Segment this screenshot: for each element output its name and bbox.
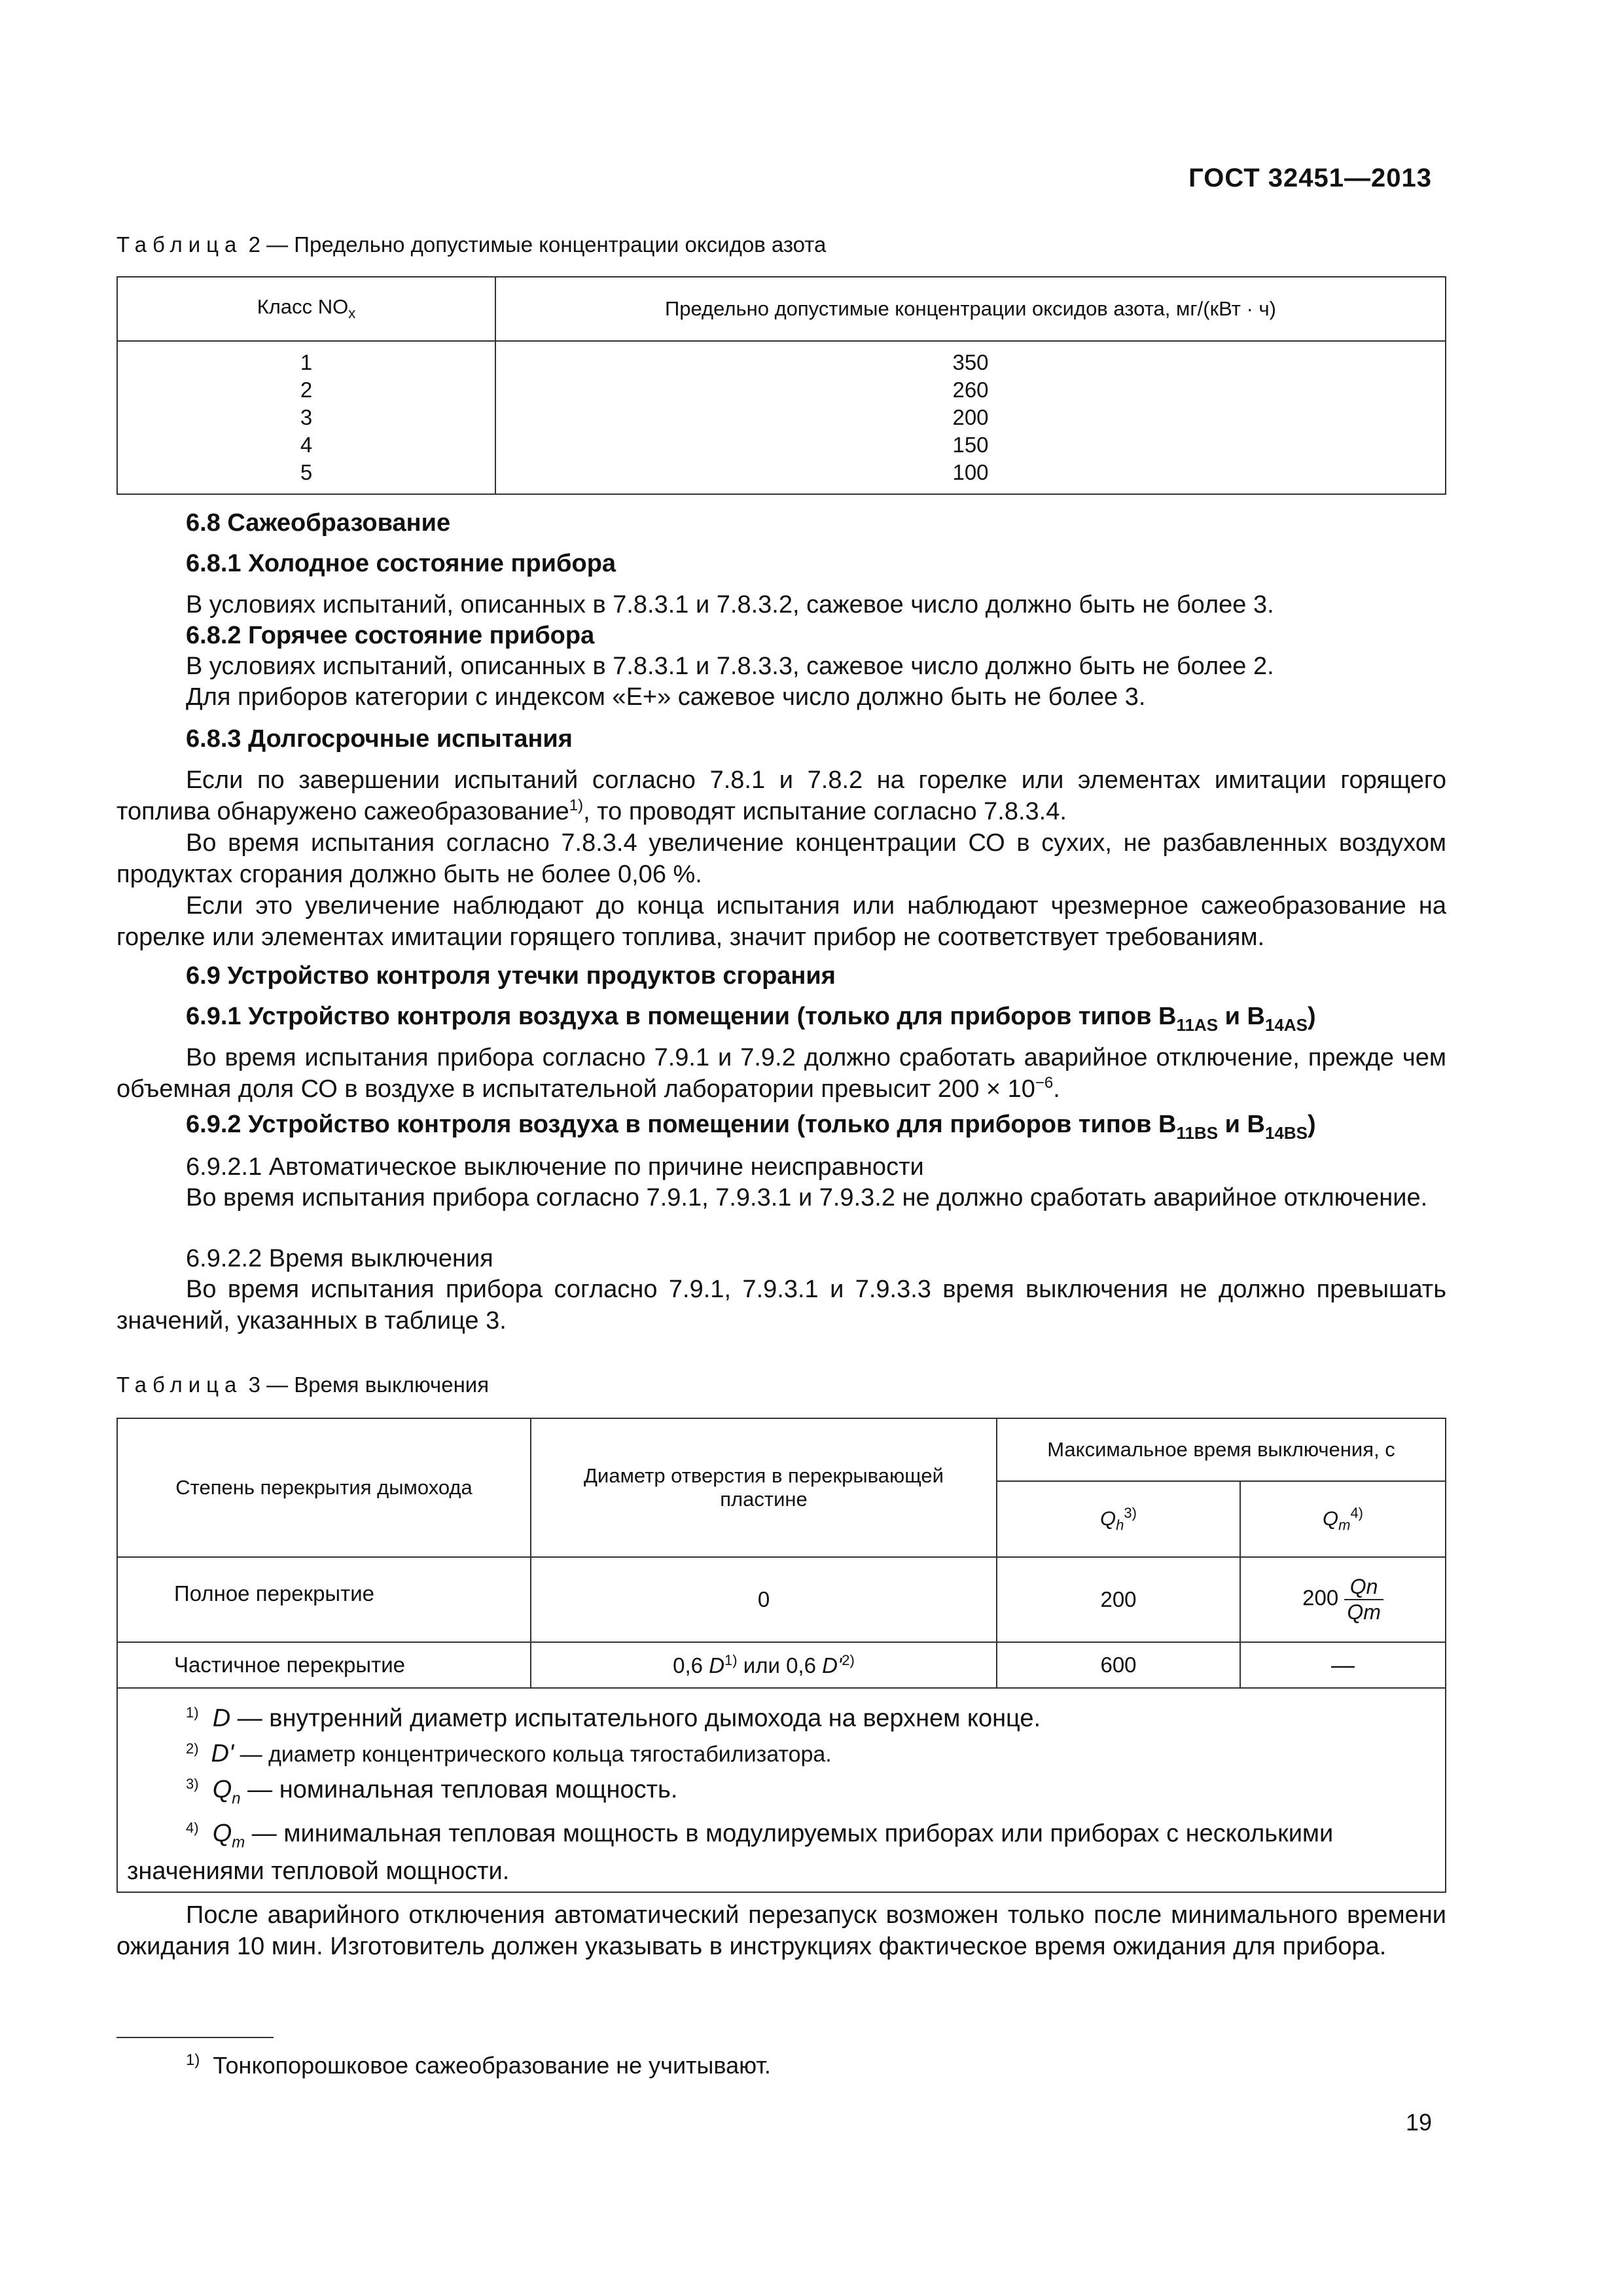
table3-row1-col4 — [1240, 1557, 1446, 1642]
table3-header-col2: Диаметр отверстия в перекрывающей пластине — [531, 1418, 997, 1557]
q-symbol: Q — [1100, 1507, 1116, 1530]
section-6-8-2-title: 6.8.2 Горячее состояние прибора — [186, 622, 595, 649]
table2-caption — [116, 232, 826, 257]
table3-row1-col3: 200 — [997, 1557, 1240, 1642]
table3-row1-col2: 0 — [531, 1557, 997, 1642]
table3-header-col1: Степень перекрытия дымохода — [117, 1418, 531, 1557]
note-symbol: Q — [212, 1820, 232, 1848]
table3-notes — [117, 1688, 1446, 1892]
note-mark: 4) — [186, 1820, 199, 1837]
section-6-9-title: 6.9 Устройство контроля утечки продуктов сгорания — [186, 962, 836, 990]
table3-row2-col1: Частичное перекрытие — [117, 1642, 531, 1688]
q-sub: h — [1116, 1516, 1124, 1534]
table3 — [116, 1418, 1446, 1893]
table3-row1-col1: Полное перекрытие — [117, 1557, 531, 1642]
footnote-ref: 1) — [569, 797, 584, 814]
section-6-9-1-title — [186, 1003, 1316, 1035]
section-6-8-3-title: 6.8.3 Долгосрочные испытания — [186, 725, 573, 753]
table-cell: 260 — [952, 378, 989, 402]
table3-caption — [116, 1372, 489, 1397]
table3-header-qm — [1240, 1481, 1446, 1557]
document-code: ГОСТ 32451—2013 — [1188, 164, 1432, 192]
table-cell: 150 — [952, 433, 989, 457]
q-symbol: Q — [1322, 1507, 1339, 1530]
title-text: и B — [1218, 1003, 1265, 1030]
title-text: 6.9.1 Устройство контроля воздуха в помещении (только для приборов типов B — [186, 1003, 1177, 1030]
table2-class-cell — [117, 341, 495, 494]
para-text: Если по завершении испытаний согласно 7.8.1 и 7.8.2 на горелке или элементах имитации горящего топлива обнаружено сажеобразование — [116, 766, 1446, 825]
title-text: ) — [1308, 1111, 1316, 1138]
title-text: 6.9.2 Устройство контроля воздуха в помещении (только для приборов типов B — [186, 1111, 1177, 1138]
footnote-mark: 1) — [186, 2051, 200, 2069]
section-6-8-3-para1 — [116, 764, 1446, 827]
note-sub: m — [232, 1833, 245, 1852]
table3-header-col34: Максимальное время выключения, с — [997, 1418, 1446, 1481]
section-6-9-2-title — [186, 1111, 1316, 1143]
cell-text: или 0,6 — [737, 1653, 823, 1677]
section-6-8-3-para3: Если это увеличение наблюдают до конца испытания или наблюдают чрезмерное сажеобразование на горелке или элементах имитации горящего топлива, значит прибор не соответствует требованиям. — [116, 892, 1446, 951]
note-mark: 3) — [186, 1775, 199, 1792]
sup-ref: 2) — [842, 1652, 855, 1668]
note-symbol: D' — [211, 1739, 234, 1767]
para-text: . — [1053, 1075, 1060, 1103]
table-cell: 1 — [300, 350, 313, 374]
table3-row2-col3: 600 — [997, 1642, 1240, 1688]
table-cell: 2 — [300, 378, 313, 402]
d-symbol: D — [709, 1653, 725, 1677]
table2-header-class-sub: x — [348, 305, 356, 322]
table2-value-cell — [495, 341, 1446, 494]
section-6-8-1-title: 6.8.1 Холодное состояние прибора — [186, 550, 616, 577]
q-sup: 3) — [1124, 1504, 1137, 1521]
table2-header-values: Предельно допустимые концентрации оксидов азота, мг/(кВт · ч) — [495, 277, 1446, 341]
section-6-9-2-2-text: Во время испытания прибора согласно 7.9.1, 7.9.3.1 и 7.9.3.3 время выключения не должно превышать значений, указанных в таблице 3. — [116, 1276, 1446, 1335]
note-text: — внутренний диаметр испытательного дымохода на верхнем конце. — [230, 1704, 1041, 1732]
section-6-9-2-1-title: 6.9.2.1 Автоматическое выключение по причине неисправности — [186, 1153, 924, 1181]
formula-coef: 200 — [1302, 1585, 1339, 1610]
footnote-text: Тонкопорошковое сажеобразование не учитывают. — [213, 2052, 771, 2079]
table3-row2-col2 — [531, 1642, 997, 1688]
table3-header-qh — [997, 1481, 1240, 1557]
subscript: 14AS — [1264, 1015, 1308, 1035]
table-cell: 3 — [300, 405, 313, 429]
table2 — [116, 276, 1446, 495]
section-6-9-1-text — [116, 1042, 1446, 1105]
section-6-8-title: 6.8 Сажеобразование — [186, 509, 451, 537]
table-cell: 5 — [300, 460, 313, 484]
section-6-8-2-text2: Для приборов категории с индексом «E+» сажевое число должно быть не более 3. — [186, 683, 1146, 711]
table3-caption-word: Таблица — [116, 1372, 243, 1397]
table-cell: 200 — [952, 405, 989, 429]
note-text: — диаметр концентрического кольца тягостабилизатора. — [234, 1741, 832, 1767]
section-6-8-1-text: В условиях испытаний, описанных в 7.8.3.1 и 7.8.3.2, сажевое число должно быть не более 3. — [186, 591, 1274, 619]
section-6-9-2-1-text: Во время испытания прибора согласно 7.9.1, 7.9.3.1 и 7.9.3.2 не должно сработать аварийное отключение. — [186, 1184, 1428, 1211]
formula-fraction — [1344, 1575, 1383, 1624]
sup-ref: 1) — [724, 1652, 738, 1668]
note-mark: 1) — [186, 1704, 199, 1721]
table-cell: 4 — [300, 433, 313, 457]
note-2 — [127, 1734, 1438, 1769]
q-sub: m — [1338, 1516, 1351, 1534]
after-table-paragraph: После аварийного отключения автоматический перезапуск возможен только после минимального времени ожидания 10 мин. Изготовитель должен указывать в инструкциях фактическое время ожидания для прибора. — [116, 1901, 1446, 1960]
table-cell: 100 — [952, 460, 989, 484]
note-3 — [127, 1769, 1438, 1813]
superscript: −6 — [1035, 1074, 1054, 1092]
section-6-8-3-para2: Во время испытания согласно 7.8.3.4 увеличение концентрации СО в сухих, не разбавленных воздухом продуктах сгорания должно быть не более 0,06 %. — [116, 829, 1446, 888]
note-symbol: Q — [212, 1776, 232, 1804]
title-text: и B — [1218, 1111, 1265, 1138]
note-text: — номинальная тепловая мощность. — [240, 1776, 678, 1804]
note-symbol: D — [212, 1704, 231, 1732]
subscript: 11BS — [1176, 1123, 1219, 1143]
table-cell: 350 — [952, 350, 989, 374]
page-number: 19 — [1405, 2109, 1432, 2136]
para-text: Во время испытания прибора согласно 7.9.1 и 7.9.2 должно сработать аварийное отключение, прежде чем объемная доля СО в воздухе в испытательной лаборатории превысит 200 × 10 — [116, 1044, 1446, 1103]
note-text: — минимальная тепловая мощность в модулируемых приборах или приборах с несколькими значениями тепловой мощности. — [127, 1820, 1334, 1886]
note-1 — [127, 1698, 1438, 1734]
table2-caption-word: Таблица — [116, 232, 243, 257]
d-symbol: D' — [822, 1653, 842, 1677]
table3-caption-text: 3 — Время выключения — [248, 1372, 490, 1397]
footnote-separator — [116, 2037, 274, 2038]
para-text: , то проводят испытание согласно 7.8.3.4. — [583, 798, 1067, 825]
table2-header-class — [117, 277, 495, 341]
table2-header-class-text: Класс NO — [257, 295, 349, 319]
subscript: 11AS — [1176, 1015, 1219, 1035]
footnote — [186, 2051, 771, 2079]
section-6-9-2-2-title: 6.9.2.2 Время выключения — [186, 1245, 493, 1272]
q-sup: 4) — [1350, 1504, 1363, 1521]
fraction-denominator: Qm — [1347, 1600, 1381, 1624]
note-sub: n — [232, 1789, 241, 1808]
title-text: ) — [1308, 1003, 1316, 1030]
table2-caption-text: 2 — Предельно допустимые концентрации оксидов азота — [248, 232, 827, 257]
fraction-numerator: Qn — [1344, 1575, 1383, 1600]
table3-row2-col4: — — [1240, 1642, 1446, 1688]
note-4 — [127, 1813, 1438, 1886]
section-6-8-2-text1: В условиях испытаний, описанных в 7.8.3.1 и 7.8.3.3, сажевое число должно быть не более 2. — [186, 653, 1274, 680]
cell-text: 0,6 — [673, 1653, 709, 1677]
note-mark: 2) — [186, 1740, 199, 1757]
subscript: 14BS — [1264, 1123, 1308, 1143]
